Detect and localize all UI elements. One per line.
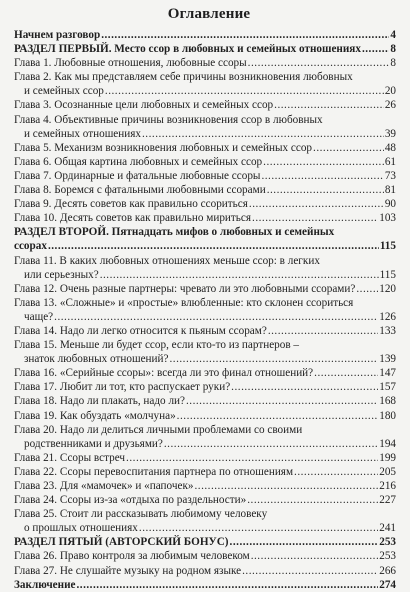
toc-entry-line xyxy=(14,451,396,465)
toc-entry-text: Глава 19. Как обуздать «молчуна» xyxy=(14,409,176,422)
toc-page-number: 115 xyxy=(379,240,396,253)
toc-page-number: 61 xyxy=(384,155,396,168)
toc-entry-text: Глава 1. Любовные отношения, любовные ссоры xyxy=(14,57,247,70)
toc-entry-line xyxy=(14,268,396,282)
toc-entry-text: или серьезных? xyxy=(24,268,99,281)
toc-page-number: 4 xyxy=(390,29,396,41)
toc-entry-line xyxy=(14,479,396,493)
toc-entry-line xyxy=(14,84,396,98)
dot-leader xyxy=(263,155,384,169)
toc-entry-line xyxy=(14,535,396,549)
dot-leader xyxy=(268,324,378,338)
toc-entry-line xyxy=(14,141,396,155)
toc-entry-text: Глава 13. «Сложные» и «простые» влюбленные: кто склонен ссориться xyxy=(14,296,354,309)
toc-chapter-entry xyxy=(14,254,396,282)
toc-entry-text: ссорах xyxy=(14,240,47,253)
toc-page-number: 274 xyxy=(379,578,396,591)
toc-page-number: 157 xyxy=(379,381,396,394)
toc-page-number: 81 xyxy=(384,184,396,197)
toc-page-number: 147 xyxy=(379,367,396,380)
toc-section-entry xyxy=(14,535,396,549)
toc-entry-text: Глава 23. Для «мамочек» и «папочек» xyxy=(14,480,194,492)
toc-entry-text: Глава 10. Десять советов как правильно мириться xyxy=(14,212,252,225)
toc-entry-text: РАЗДЕЛ ПЕРВЫЙ. Место ссор в любовных и семейных отношениях xyxy=(14,43,361,56)
toc-page-number: 205 xyxy=(379,465,396,478)
toc-entry-text: Глава 24. Ссоры из-за «отдыха по раздельности» xyxy=(14,494,247,507)
toc-chapter-entry xyxy=(14,423,396,451)
toc-page-number: 8 xyxy=(390,57,396,70)
toc-entry-text: Глава 2. Как мы представляем себе причины возникновения любовных xyxy=(14,71,353,84)
toc-entry-text: Глава 18. Надо ли плакать, надо ли? xyxy=(14,395,185,408)
toc-entry-text: о прошлых отношениях xyxy=(24,522,138,535)
toc-entry-line xyxy=(14,254,396,268)
dot-leader xyxy=(313,141,384,155)
toc-entry-line xyxy=(14,521,396,535)
toc-page-number: 20 xyxy=(384,85,396,98)
toc-chapter-entry xyxy=(14,465,396,479)
toc-section-entry xyxy=(14,42,396,56)
dot-leader xyxy=(142,127,384,141)
toc-entry-line xyxy=(14,423,396,437)
toc-entry-text: Глава 6. Общая картина любовных и семейных ссор xyxy=(14,155,263,168)
toc-entry-text: знаток любовных отношений? xyxy=(24,353,169,366)
toc-entry-line xyxy=(14,437,396,451)
toc-entry-text: Глава 7. Ординарные и фатальные любовные ссоры xyxy=(14,169,261,182)
toc-entry-line xyxy=(14,155,396,169)
dot-leader xyxy=(251,549,379,563)
toc-chapter-entry xyxy=(14,141,396,155)
toc-page-number: 216 xyxy=(379,480,396,492)
toc-page-number: 48 xyxy=(384,141,396,154)
toc-entry-text: родственниками и друзьями? xyxy=(24,437,163,450)
toc-entry-line xyxy=(14,394,396,408)
toc-chapter-entry xyxy=(14,183,396,197)
toc-entry-text: Глава 8. Боремся с фатальными любовными ссорами xyxy=(14,184,266,197)
toc-page-number: 253 xyxy=(379,550,396,563)
toc-entry-text: Глава 12. Очень разные партнеры: чревато ли это любовными ссорами? xyxy=(14,282,356,295)
toc-entry-line xyxy=(14,310,396,324)
toc-entry-line xyxy=(14,578,396,592)
toc-chapter-entry xyxy=(14,366,396,380)
toc-entry-text: Глава 11. В каких любовных отношениях меньше ссор: в легких xyxy=(14,254,320,267)
toc-entry-text: Глава 20. Надо ли делиться личными проблемами со своими xyxy=(14,423,303,436)
toc-entry-line xyxy=(14,493,396,507)
toc-chapter-entry xyxy=(14,564,396,578)
toc-entry-text: РАЗДЕЛ ПЯТЫЙ (АВТОРСКИЙ БОНУС) xyxy=(14,536,229,549)
toc-entry-line xyxy=(14,409,396,423)
toc-chapter-entry xyxy=(14,155,396,169)
dot-leader xyxy=(177,409,379,423)
toc-chapter-entry xyxy=(14,479,396,493)
toc-entry-text: Глава 26. Право контроля за любимым человеком xyxy=(14,550,250,563)
toc-chapter-entry xyxy=(14,394,396,408)
dot-leader xyxy=(230,535,379,549)
dot-leader xyxy=(261,169,383,183)
toc-chapter-entry xyxy=(14,98,396,112)
toc-entry-text: Глава 16. «Серийные ссоры»: всегда ли это финал отношений? xyxy=(14,367,314,380)
toc-page-number: 266 xyxy=(379,564,396,577)
toc-page-number: 139 xyxy=(379,353,396,366)
toc-chapter-entry xyxy=(14,380,396,394)
dot-leader xyxy=(294,465,378,479)
toc-page-number: 103 xyxy=(379,212,396,225)
toc-section-entry xyxy=(14,28,396,42)
toc-chapter-entry xyxy=(14,211,396,225)
dot-leader xyxy=(105,84,384,98)
toc-entry-line xyxy=(14,28,396,42)
toc-entry-text: Глава 27. Не слушайте музыку на родном языке xyxy=(14,564,242,577)
dot-leader xyxy=(126,451,378,465)
toc-entry-line xyxy=(14,366,396,380)
toc-entry-text: Глава 9. Десять советов как правильно ссориться xyxy=(14,198,248,211)
toc-chapter-entry xyxy=(14,70,396,98)
toc-page-number: 180 xyxy=(379,409,396,422)
toc-entry-line xyxy=(14,70,396,84)
toc-entry-line xyxy=(14,352,396,366)
toc-entry-line xyxy=(14,113,396,127)
dot-leader xyxy=(248,56,390,70)
toc-entry-line xyxy=(14,127,396,141)
dot-leader xyxy=(139,521,378,535)
toc-page-number: 26 xyxy=(384,99,396,112)
toc-chapter-entry xyxy=(14,409,396,423)
toc-page-number: 194 xyxy=(379,437,396,450)
page-title: Оглавление xyxy=(167,6,251,22)
toc-chapter-entry xyxy=(14,113,396,141)
toc-chapter-entry xyxy=(14,56,396,70)
toc-entry-text: Глава 4. Объективные причины возникновения ссор в любовных xyxy=(14,113,323,126)
toc-entry-text: чаще? xyxy=(24,310,54,323)
dot-leader xyxy=(48,239,379,253)
toc-page-number: 90 xyxy=(384,198,396,211)
toc-chapter-entry xyxy=(14,549,396,563)
toc-entry-line xyxy=(14,324,396,338)
toc-page-number: 253 xyxy=(379,536,396,549)
toc-entry-line xyxy=(14,380,396,394)
toc-entry-text: Заключение xyxy=(14,578,76,591)
toc-entry-line xyxy=(14,211,396,225)
dot-leader xyxy=(169,352,378,366)
dot-leader xyxy=(54,310,378,324)
toc-entry-text: Глава 25. Стоит ли рассказывать любимому человеку xyxy=(14,508,268,521)
toc-entry-text: Глава 5. Механизм возникновения любовных и семейных ссор xyxy=(14,141,313,154)
toc-entry-line xyxy=(14,564,396,578)
dot-leader xyxy=(249,197,384,211)
toc-page-number: 241 xyxy=(379,522,396,535)
toc-entry-text: Глава 15. Меньше ли будет ссор, если кто-то из партнеров – xyxy=(14,339,300,352)
toc-entry-text: и семейных отношениях xyxy=(24,127,141,140)
toc-entry-line xyxy=(14,296,396,310)
dot-leader xyxy=(247,493,378,507)
toc-entry-text: Глава 3. Осознанные цели любовных и семейных ссор xyxy=(14,99,274,112)
dot-leader xyxy=(100,268,379,282)
toc-chapter-entry xyxy=(14,169,396,183)
toc-entry-line xyxy=(14,282,396,296)
toc-chapter-entry xyxy=(14,451,396,465)
toc-page-number: 199 xyxy=(379,451,396,464)
toc-entry-text: Глава 22. Ссоры перевоспитания партнера по отношениям xyxy=(14,465,294,478)
toc-entry-text: Начнем разговор xyxy=(14,29,101,41)
toc-entry-line xyxy=(14,225,396,239)
dot-leader xyxy=(274,98,384,112)
toc-entry-line xyxy=(14,239,396,253)
toc-page-number: 133 xyxy=(379,324,396,337)
toc-page-number: 168 xyxy=(379,395,396,408)
toc-page-number: 120 xyxy=(379,282,396,295)
dot-leader xyxy=(231,380,378,394)
dot-leader xyxy=(186,394,378,408)
toc-entry-line xyxy=(14,549,396,563)
toc-chapter-entry xyxy=(14,507,396,535)
toc-chapter-entry xyxy=(14,296,396,324)
dot-leader xyxy=(194,479,378,493)
dot-leader xyxy=(76,578,378,592)
toc-entry-line xyxy=(14,197,396,211)
dot-leader xyxy=(252,211,378,225)
dot-leader xyxy=(101,28,389,42)
toc-page-number: 8 xyxy=(390,43,396,56)
dot-leader xyxy=(314,366,378,380)
toc-page-number: 39 xyxy=(384,127,396,140)
toc-entry-line xyxy=(14,183,396,197)
toc-page-number: 227 xyxy=(379,494,396,507)
dot-leader xyxy=(164,437,378,451)
toc-page-number: 115 xyxy=(379,268,396,281)
toc-chapter-entry xyxy=(14,197,396,211)
table-of-contents xyxy=(14,28,396,592)
toc-entry-text: Глава 21. Ссоры встреч xyxy=(14,451,126,464)
dot-leader xyxy=(242,564,378,578)
toc-entry-text: Глава 17. Любит ли тот, кто распускает руки? xyxy=(14,381,231,394)
toc-entry-text: РАЗДЕЛ ВТОРОЙ. Пятнадцать мифов о любовных и семейных xyxy=(14,226,335,239)
toc-entry-line xyxy=(14,507,396,521)
toc-entry-text: Глава 14. Надо ли легко относится к пьяным ссорам? xyxy=(14,324,267,337)
toc-entry-text: и семейных ссор xyxy=(24,85,104,98)
dot-leader xyxy=(356,282,378,296)
toc-section-entry xyxy=(14,578,396,592)
dot-leader xyxy=(362,42,389,56)
toc-page-number: 126 xyxy=(379,310,396,323)
toc-entry-line xyxy=(14,338,396,352)
toc-entry-line xyxy=(14,56,396,70)
toc-page-number: 73 xyxy=(384,169,396,182)
toc-entry-line xyxy=(14,169,396,183)
toc-chapter-entry xyxy=(14,493,396,507)
toc-chapter-entry xyxy=(14,282,396,296)
toc-section-entry xyxy=(14,225,396,253)
toc-entry-line xyxy=(14,98,396,112)
toc-chapter-entry xyxy=(14,324,396,338)
dot-leader xyxy=(267,183,384,197)
toc-chapter-entry xyxy=(14,338,396,366)
toc-entry-line xyxy=(14,465,396,479)
toc-entry-line xyxy=(14,42,396,56)
